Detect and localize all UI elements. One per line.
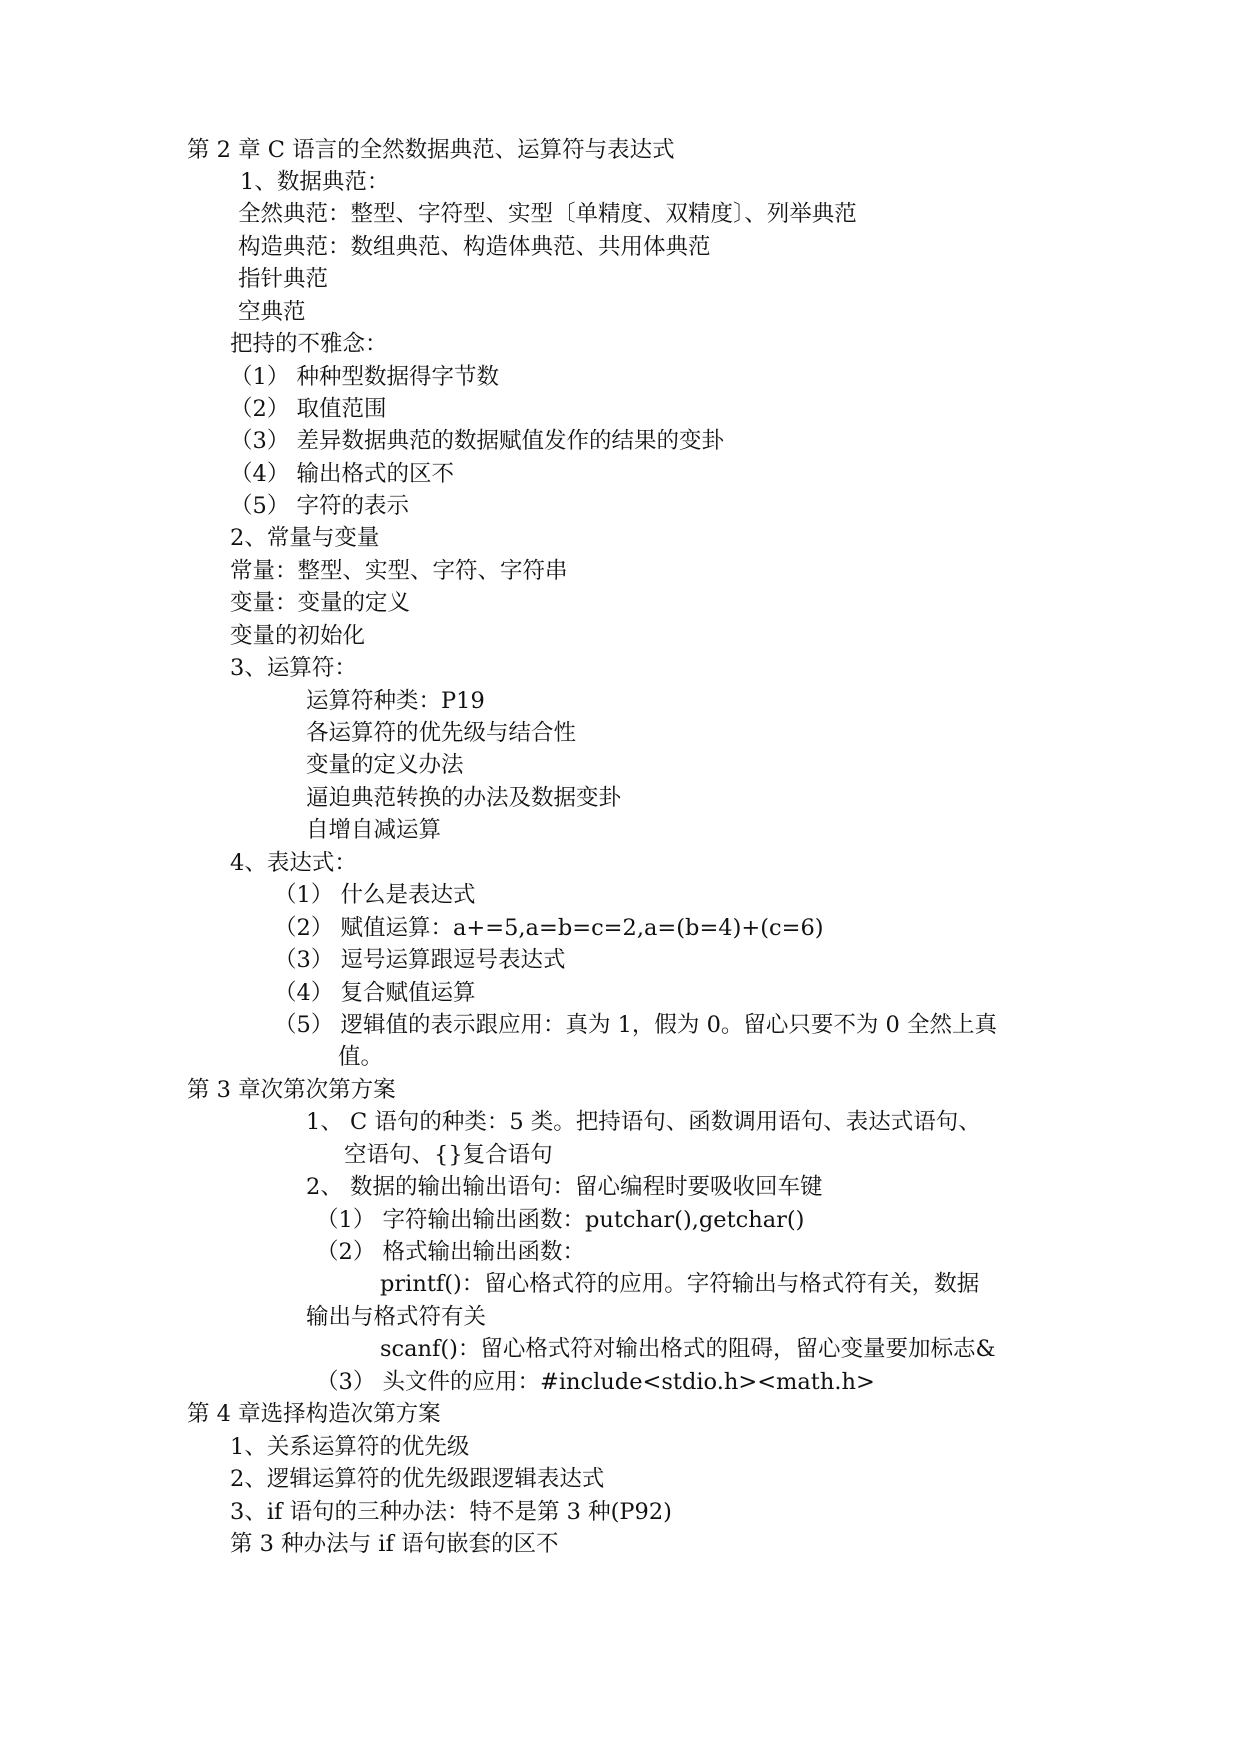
list-item: 1、关系运算符的优先级 (230, 1434, 470, 1460)
section-expressions: 4、表达式： (230, 850, 357, 876)
text-line: 第 3 种办法与 if 语句嵌套的区不 (230, 1531, 559, 1557)
text-line: 构造典范：数组典范、构造体典范、共用体典范 (238, 234, 711, 260)
list-item: （2） 格式输出输出函数： (316, 1239, 585, 1265)
list-item: （3） 头文件的应用：#include<stdio.h><math.h> (316, 1369, 875, 1395)
list-item: （3） 逗号运算跟逗号表达式 (274, 947, 566, 973)
text-line: 空典范 (238, 299, 306, 325)
list-item: 1、 C 语句的种类：5 类。把持语句、函数调用语句、表达式语句、 (306, 1109, 981, 1135)
list-item-continuation: 空语句、{}复合语句 (344, 1142, 553, 1168)
list-item: （5） 字符的表示 (230, 493, 409, 519)
text-line: 常量：整型、实型、字符、字符串 (230, 558, 568, 584)
list-item: （4） 输出格式的区不 (230, 461, 454, 487)
list-item-continuation: 值。 (338, 1044, 384, 1070)
text-line: printf()：留心格式符的应用。字符输出与格式符有关，数据 (380, 1271, 980, 1297)
text-line: 各运算符的优先级与结合性 (306, 720, 577, 746)
chapter-2-heading: 第 2 章 C 语言的全然数据典范、运算符与表达式 (187, 137, 675, 163)
section-data-types: 1、数据典范： (240, 169, 390, 195)
list-item: （3） 差异数据典范的数据赋值发作的结果的变卦 (230, 428, 724, 454)
list-item: 2、 数据的输出输出语句：留心编程时要吸收回车键 (306, 1174, 823, 1200)
chapter-3-heading: 第 3 章次第次第方案 (187, 1077, 396, 1103)
text-line: 全然典范：整型、字符型、实型〔单精度、双精度〕、列举典范 (238, 201, 857, 227)
text-line: 自增自减运算 (306, 817, 442, 843)
list-item: （1） 字符输出输出函数：putchar(),getchar() (316, 1207, 805, 1233)
section-operators: 3、运算符： (230, 655, 357, 681)
list-item: 3、if 语句的三种办法：特不是第 3 种(P92) (230, 1499, 672, 1525)
text-line: 运算符种类：P19 (306, 688, 485, 714)
list-item: （5） 逻辑值的表示跟应用：真为 1，假为 0。留心只要不为 0 全然上真 (274, 1012, 998, 1038)
list-item: （1） 什么是表达式 (274, 882, 476, 908)
text-line: 变量的定义办法 (306, 752, 464, 778)
text-line: 输出与格式符有关 (306, 1304, 487, 1330)
list-item: 2、逻辑运算符的优先级跟逻辑表达式 (230, 1466, 605, 1492)
text-line: 把持的不雅念： (230, 331, 388, 357)
chapter-4-heading: 第 4 章选择构造次第方案 (187, 1401, 441, 1427)
text-line: 变量：变量的定义 (230, 590, 411, 616)
section-constants-variables: 2、常量与变量 (230, 525, 380, 551)
text-line: scanf()：留心格式符对输出格式的阻碍，留心变量要加标志& (380, 1336, 996, 1362)
text-line: 变量的初始化 (230, 623, 366, 649)
text-line: 逼迫典范转换的办法及数据变卦 (306, 785, 622, 811)
text-line: 指针典范 (238, 266, 329, 292)
list-item: （1） 种种型数据得字节数 (230, 364, 499, 390)
list-item: （2） 赋值运算：a+=5,a=b=c=2,a=(b=4)+(c=6) (274, 915, 824, 941)
list-item: （2） 取值范围 (230, 396, 387, 422)
list-item: （4） 复合赋值运算 (274, 980, 476, 1006)
